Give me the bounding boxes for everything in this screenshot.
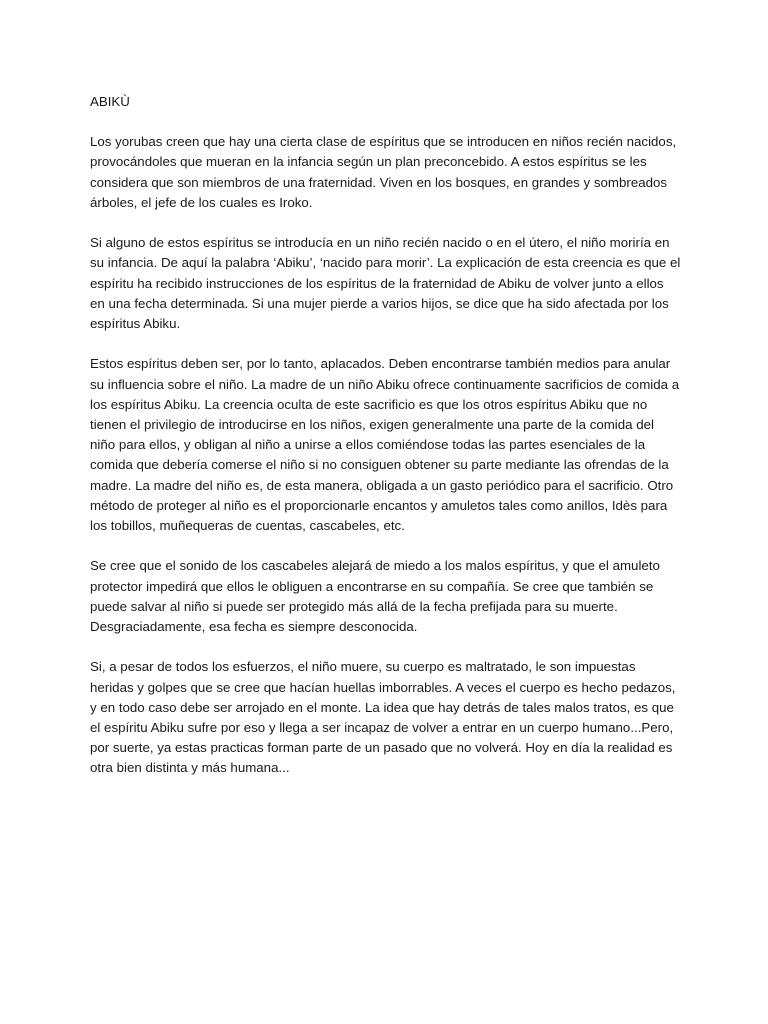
document-title: ABIKÙ bbox=[90, 94, 130, 109]
paragraph-1: Los yorubas creen que hay una cierta clase de espíritus que se introducen en niños recién nacidos, provocándoles que mueran en la infancia según un plan preconcebido. A estos espíritus se les considera que son miembros de una fraternidad. Viven en los bosques, en grandes y sombreados árboles, el jefe de los cuales es Iroko. bbox=[90, 134, 677, 210]
document-body bbox=[90, 92, 682, 799]
paragraph-4: Se cree que el sonido de los cascabeles alejará de miedo a los malos espíritus, y que el amuleto protector impedirá que ellos le obliguen a encontrarse en su compañía. Se cree que también se puede salvar al niño si puede ser protegido más allá de la fecha prefijada para su muerte. Desgraciadamente, esa fecha es siempre desconocida. bbox=[90, 558, 660, 635]
paragraph-5: Si, a pesar de todos los esfuerzos, el niño muere, su cuerpo es maltratado, le son impuestas heridas y golpes que se cree que hacían huellas imborrables. A veces el cuerpo es hecho pedazos, y en todo caso debe ser arrojado en el monte. La idea que hay detrás de tales malos tratos, es que el espíritu Abiku sufre por eso y llega a ser incapaz de volver a entrar en un cuerpo humano...Pero, por suerte, ya estas practicas forman parte de un pasado que no volverá. Hoy en día la realidad es otra bien distinta y más humana... bbox=[90, 659, 676, 776]
paragraph-2: Si alguno de estos espíritus se introducía en un niño recién nacido o en el útero, el niño moriría en su infancia. De aquí la palabra ‘Abiku’, ‘nacido para morir’. La explicación de esta creencia es que el espíritu ha recibido instrucciones de los espíritus de la fraternidad de Abiku de volver junto a ellos en una fecha determinada. Si una mujer pierde a varios hijos, se dice que ha sido afectada por los espíritus Abiku. bbox=[90, 235, 681, 332]
paragraph-3: Estos espíritus deben ser, por lo tanto, aplacados. Deben encontrarse también medios para anular su influencia sobre el niño. La madre de un niño Abiku ofrece continuamente sacrificios de comida a los espíritus Abiku. La creencia oculta de este sacrificio es que los otros espíritus Abiku que no tienen el privilegio de introducirse en los niños, exigen generalmente una parte de la comida del niño para ellos, y obligan al niño a unirse a ellos comiéndose todas las partes esenciales de la comida que debería comerse el niño si no consiguen obtener su parte mediante las ofrendas de la madre. La madre del niño es, de esta manera, obligada a un gasto periódico para el sacrificio. Otro método de proteger al niño es el proporcionarle encantos y amuletos tales como anillos, Idès para los tobillos, muñequeras de cuentas, cascabeles, etc. bbox=[90, 356, 680, 534]
